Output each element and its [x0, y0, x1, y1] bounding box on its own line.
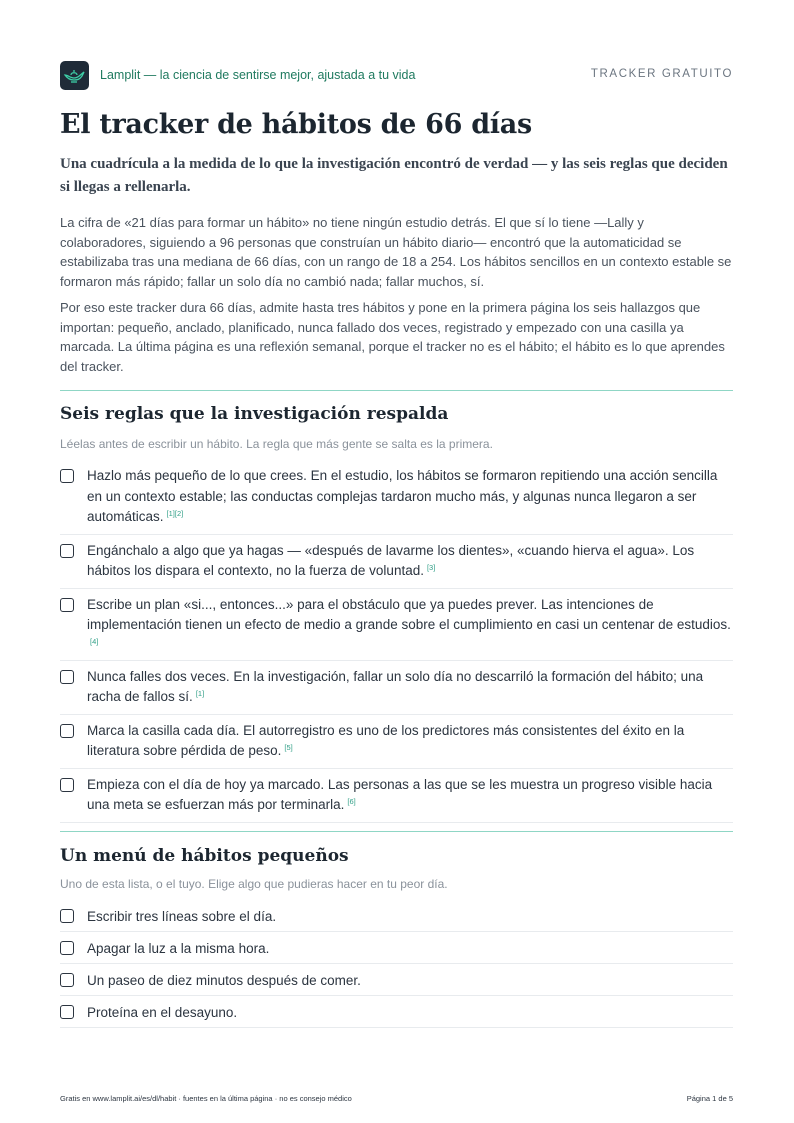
- page-title: El tracker de hábitos de 66 días: [60, 109, 532, 140]
- rule-item: [60, 661, 733, 715]
- habit-text: Apagar la luz a la misma hora.: [87, 941, 270, 956]
- rule-text: Escribe un plan «si..., entonces...» para el obstáculo que ya puedes prever. Las intenciones de implementación tienen un efecto de medio a grande sobre el cumplimiento en casi un centenar de estudios.: [87, 596, 731, 632]
- rule-text: Nunca falles dos veces. En la investigación, fallar un solo día no descarriló la formación del hábito; una racha de fallos sí.: [87, 668, 704, 704]
- rule-checkbox[interactable]: [60, 778, 74, 792]
- rules-list: [60, 460, 733, 823]
- habit-menu-list: [60, 900, 733, 1028]
- rule-item: [60, 535, 733, 589]
- rule-reference: [5]: [284, 743, 293, 752]
- habit-item: [60, 996, 733, 1028]
- section-divider: [60, 831, 733, 832]
- habit-checkbox[interactable]: [60, 973, 74, 987]
- rule-reference: [1][2]: [166, 509, 184, 518]
- rule-checkbox[interactable]: [60, 670, 74, 684]
- rule-reference: [3]: [426, 563, 436, 572]
- tracker-tag: TRACKER GRATUITO: [590, 68, 733, 80]
- habit-checkbox[interactable]: [60, 909, 74, 923]
- rule-reference: [4]: [90, 636, 99, 646]
- header: [60, 61, 733, 91]
- rule-checkbox[interactable]: [60, 469, 74, 483]
- habit-text: Un paseo de diez minutos después de comer.: [87, 973, 361, 988]
- genie-lamp-icon: [60, 61, 89, 90]
- rule-checkbox[interactable]: [60, 598, 74, 612]
- page-number: Página 1 de 5: [686, 1094, 733, 1103]
- page-subtitle: Una cuadrícula a la medida de lo que la investigación encontró de verdad — y las seis reglas que deciden si llegas a rellenarla.: [60, 156, 728, 195]
- habit-item: [60, 900, 733, 932]
- habit-item: [60, 964, 733, 996]
- rules-note: Léelas antes de escribir un hábito. La regla que más gente se salta es la primera.: [60, 437, 493, 451]
- habit-checkbox[interactable]: [60, 941, 74, 955]
- rule-item: [60, 715, 733, 769]
- rule-item: [60, 460, 733, 535]
- rule-checkbox[interactable]: [60, 544, 74, 558]
- intro-paragraph: Por eso este tracker dura 66 días, admite hasta tres hábitos y pone en la primera página los seis hallazgos que importan: pequeño, anclado, planificado, nunca fallado dos veces, registrado y empezado con una casilla ya marcada. La última página es una reflexión semanal, porque el tracker no es el hábito; el hábito es lo que aprendes del tracker.: [60, 300, 725, 374]
- rule-text: Empieza con el día de hoy ya marcado. Las personas a las que se les muestra un progreso visible hacia una meta se esfuerzan más por terminarla.: [87, 776, 713, 812]
- habit-text: Escribir tres líneas sobre el día.: [87, 909, 277, 924]
- rule-reference: [6]: [347, 797, 356, 806]
- habit-text: Proteína en el desayuno.: [87, 1005, 238, 1020]
- section-divider: [60, 390, 733, 391]
- rule-checkbox[interactable]: [60, 724, 74, 738]
- rule-text: Engánchalo a algo que ya hagas — «después de lavarme los dientes», «cuando hierva el agua». Los hábitos los dispara el contexto, no la fuerza de voluntad.: [87, 542, 695, 578]
- menu-note: Uno de esta lista, o el tuyo. Elige algo que pudieras hacer en tu peor día.: [60, 877, 448, 891]
- intro-paragraph: La cifra de «21 días para formar un hábito» no tiene ningún estudio detrás. El que sí lo tiene —Lally y colaboradores, siguiendo a 96 personas que construían un hábito diario— encontró que la automaticidad se estabilizaba tras una mediana de 66 días, con un rango de 18 a 254. Los hábitos sencillos en un contexto estable se formaron más rápido; fallar un solo día no cambió nada; fallar muchos, sí.: [60, 215, 732, 289]
- habit-item: [60, 932, 733, 964]
- rule-text: Marca la casilla cada día. El autorregistro es uno de los predictores más consistentes del éxito en la literatura sobre pérdida de peso.: [87, 722, 685, 758]
- rule-item: [60, 769, 733, 823]
- rules-heading: Seis reglas que la investigación respalda: [60, 404, 449, 424]
- brand-tagline: Lamplit — la ciencia de sentirse mejor, ajustada a tu vida: [100, 68, 416, 82]
- rule-reference: [1]: [195, 689, 205, 698]
- rule-text: Hazlo más pequeño de lo que crees. En el estudio, los hábitos se formaron repitiendo una acción sencilla en un contexto estable; las conductas complejas tardaron mucho más, y algunas nunca llegaron a ser automáticas.: [87, 468, 718, 524]
- rule-item: [60, 589, 733, 661]
- footer-note: Gratis en www.lamplit.ai/es/dl/habit · fuentes en la última página · no es consejo médico: [60, 1094, 352, 1103]
- menu-heading: Un menú de hábitos pequeños: [60, 846, 349, 866]
- habit-checkbox[interactable]: [60, 1005, 74, 1019]
